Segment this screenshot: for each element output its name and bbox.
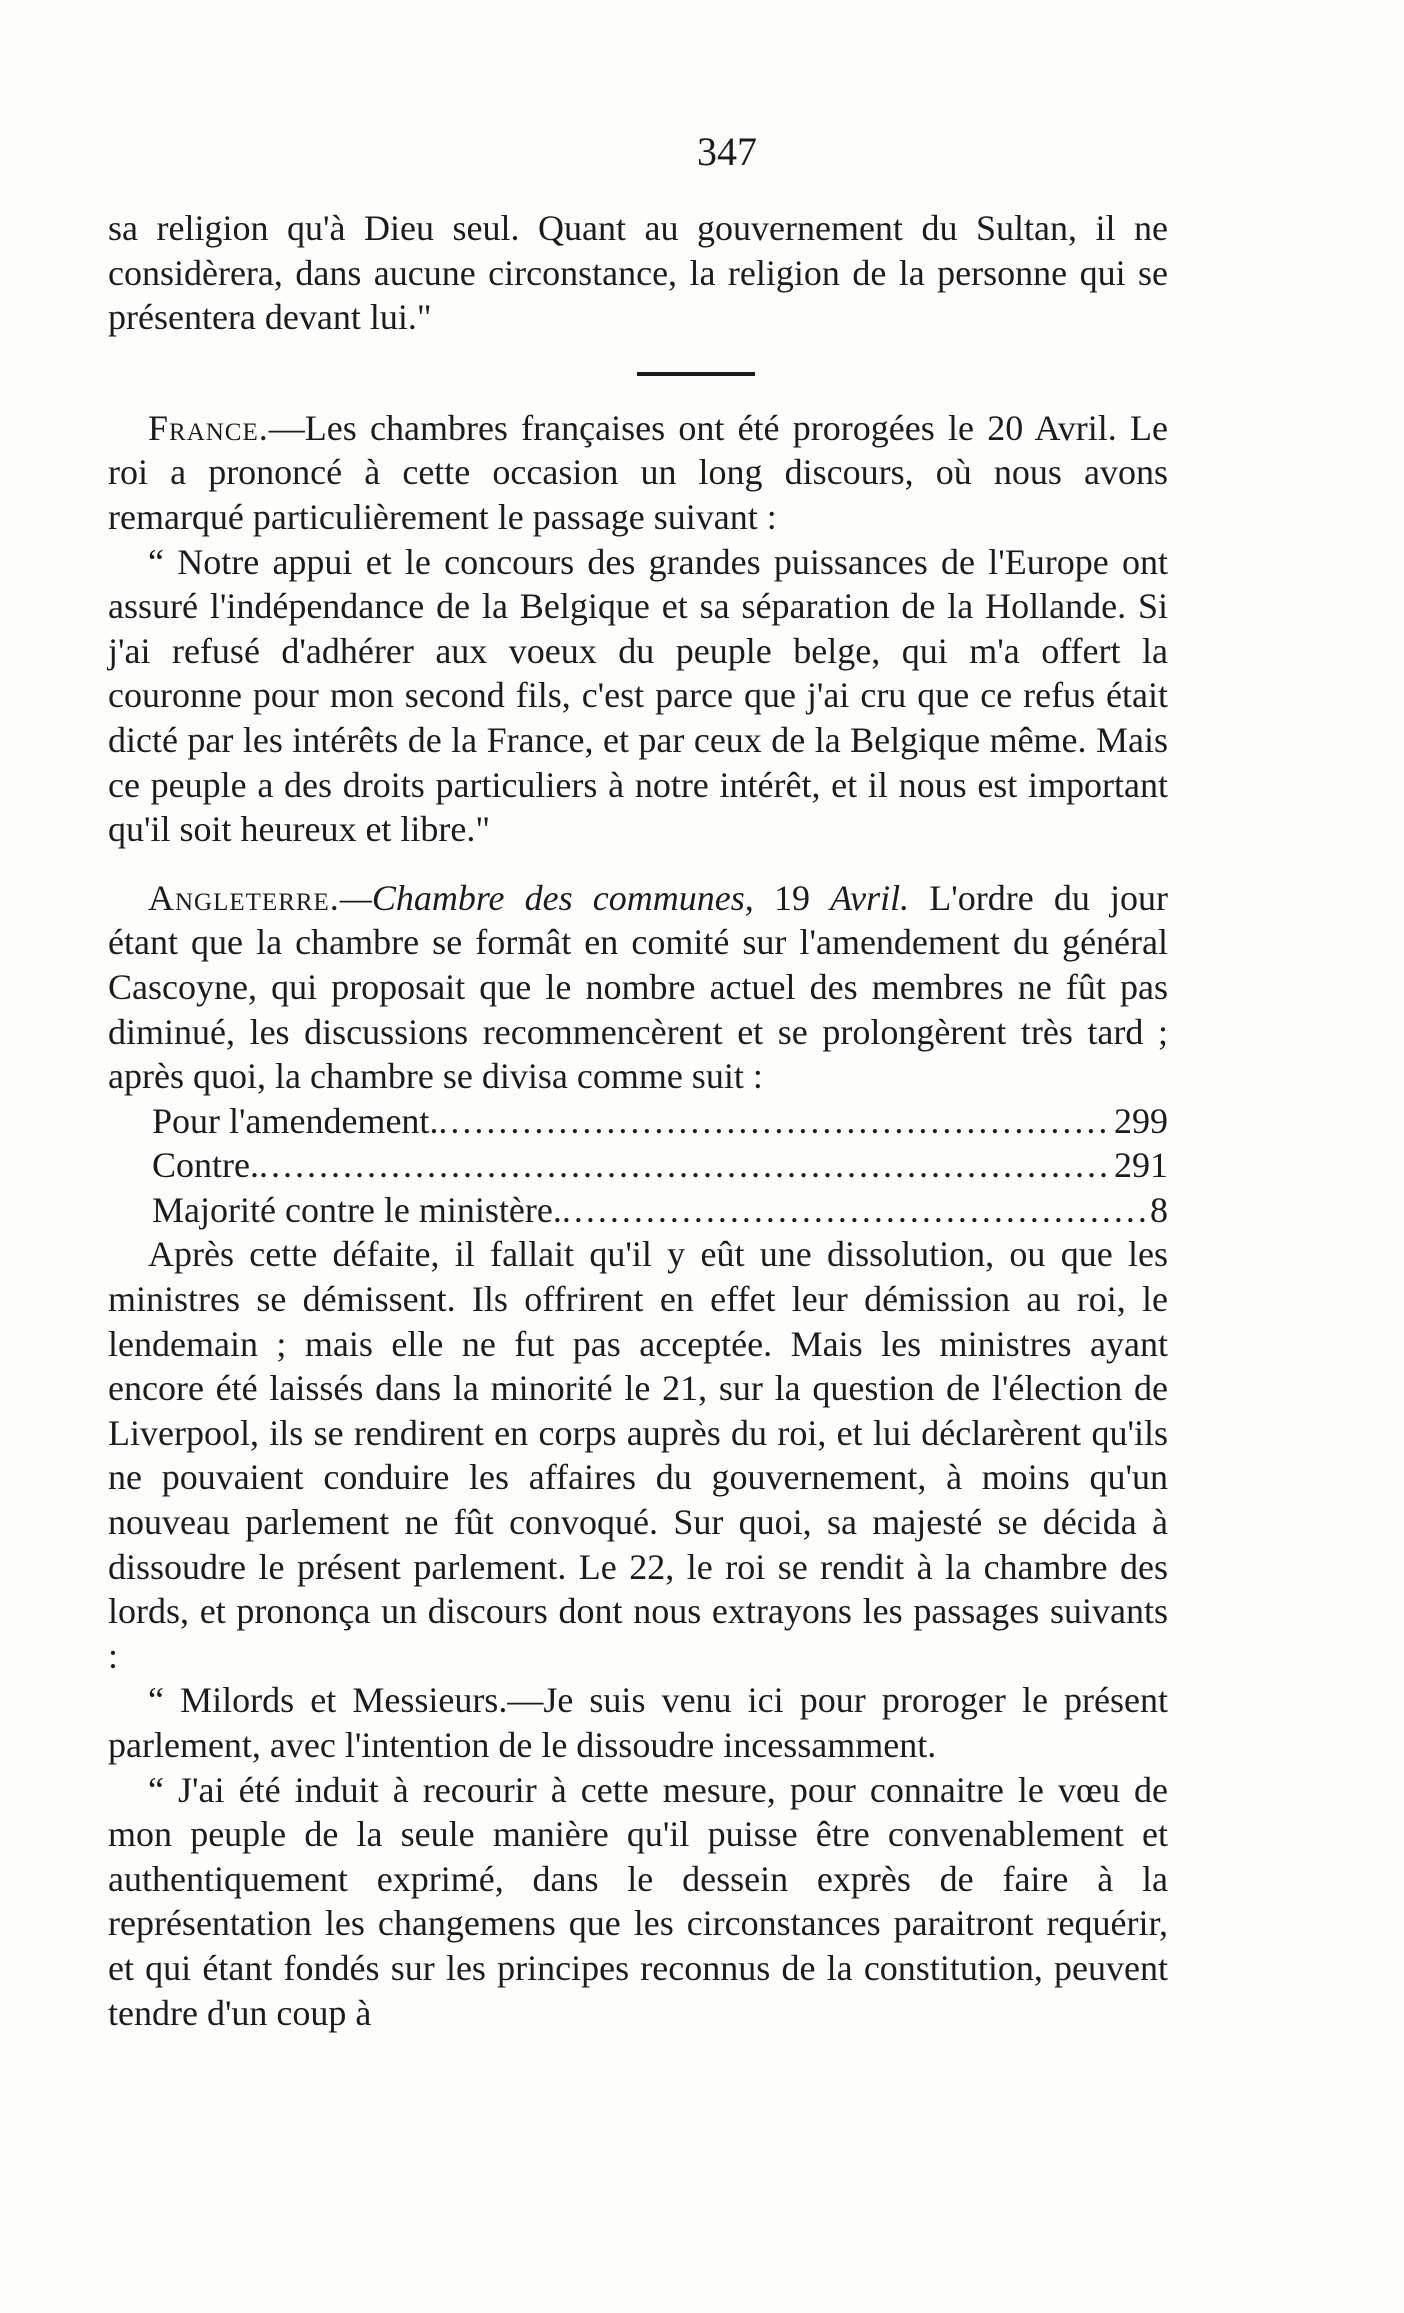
page-number: 347 bbox=[697, 129, 757, 174]
angleterre-month: Avril. bbox=[830, 877, 910, 918]
speech-paragraph-1: “ Milords et Messieurs.—Je suis venu ici pour proroger le présent parlement, avec l'intention de le dissoudre incessamment. bbox=[108, 1680, 1168, 1765]
page-body bbox=[108, 206, 1168, 2035]
france-heading: France. bbox=[148, 407, 269, 448]
angleterre-subheading: —Chambre des communes, bbox=[339, 877, 754, 918]
intro-paragraph: sa religion qu'à Dieu seul. Quant au gouvernement du Sultan, il ne considèrera, dans aucune circonstance, la religion de la personne qui se présentera devant lui." bbox=[108, 208, 1168, 338]
vote-row bbox=[108, 1099, 1168, 1144]
vote-label: Majorité contre le ministère. bbox=[152, 1189, 562, 1230]
france-text: —Les chambres françaises ont été prorogées le 20 Avril. Le roi a prononcé à cette occasion un long discours, où nous avons remarqué particulièrement le passage suivant : bbox=[108, 407, 1168, 537]
angleterre-heading: Angleterre. bbox=[148, 877, 340, 918]
after-vote-paragraph: Après cette défaite, il fallait qu'il y eût une dissolution, ou que les ministres se démissent. Ils offrirent en effet leur démission au roi, le lendemain ; mais elle ne fut pas acceptée. Mais les ministres ayant encore été laissés dans la minorité le 21, sur la question de l'élection de Liverpool, ils se rendirent en corps auprès du roi, et lui déclarèrent qu'ils ne pouvaient conduire les affaires du gouvernement, à moins qu'un nouveau parlement ne fût convoqué. Sur quoi, sa majesté se décida à dissoudre le présent parlement. Le 22, le roi se rendit à la chambre des lords, et prononça un discours dont nous extrayons les passages suivants : bbox=[108, 1234, 1168, 1676]
speech-paragraph-2: “ J'ai été induit à recourir à cette mesure, pour connaitre le vœu de mon peuple de la seule manière qu'il puisse être convenablement et authentiquement exprimé, dans le dessein exprès de faire à la représentation les changemens que les circonstances paraitront requérir, et qui étant fondés sur les principes reconnus de la constitution, peuvent tendre d'un coup à bbox=[108, 1769, 1168, 2033]
angleterre-date: 19 bbox=[773, 877, 810, 918]
vote-value: 8 bbox=[1150, 1189, 1168, 1230]
vote-value: 291 bbox=[1114, 1145, 1168, 1186]
vote-label: Contre. bbox=[152, 1145, 259, 1186]
angleterre-paragraph bbox=[108, 876, 1168, 1099]
vote-label: Pour l'amendement. bbox=[152, 1100, 439, 1141]
france-quote: “ Notre appui et le concours des grandes puissances de l'Europe ont assuré l'indépendance de la Belgique et sa séparation de la Hollande. Si j'ai refusé d'adhérer aux voeux du peuple belge, qui m'a offert la couronne pour mon second fils, c'est parce que j'ai cru que ce refus était dicté par les intérêts de la France, et par ceux de la Belgique même. Mais ce peuple a des droits particuliers à notre intérêt, et il nous est important qu'il soit heureux et libre." bbox=[108, 541, 1168, 850]
vote-value: 299 bbox=[1114, 1100, 1168, 1141]
angleterre-text: L'ordre du jour étant que la chambre se formât en comité sur l'amendement du général Cascoyne, qui proposait que le nombre actuel des membres ne fût pas diminué, les discussions recommencèrent et se prolongèrent très tard ; après quoi, la chambre se divisa comme suit : bbox=[108, 877, 1169, 1097]
vote-row bbox=[108, 1143, 1168, 1188]
vote-row bbox=[108, 1188, 1168, 1233]
france-paragraph bbox=[108, 406, 1168, 540]
vote-table bbox=[108, 1099, 1168, 1233]
section-divider bbox=[637, 372, 755, 376]
